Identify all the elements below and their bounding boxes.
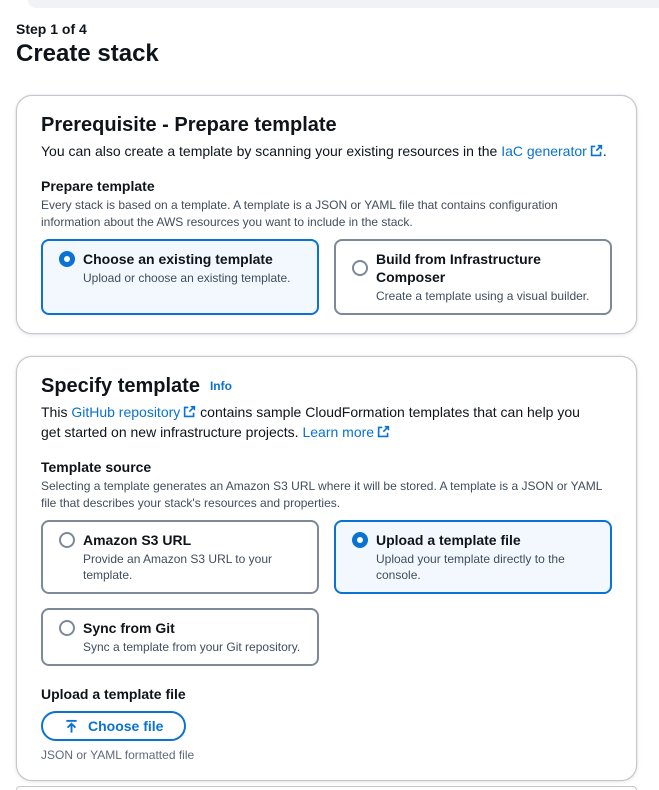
option-label: Upload a template file [376,532,521,548]
create-stack-wizard [0,21,659,790]
prerequisite-intro [41,141,612,161]
upload-template-file-label: Upload a template file [41,686,186,702]
external-link-icon [377,425,390,438]
info-link[interactable]: Info [209,379,232,393]
upload-icon [64,719,79,734]
file-constraint-text: JSON or YAML formatted file [41,748,195,762]
template-source-description: Selecting a template generates an Amazon S3 URL where it will be stored. A template is a JSON or YAML file that describes your stack's resources and properties. [41,479,602,510]
external-link-icon [183,405,196,418]
option-upload-template-file[interactable] [334,520,612,594]
option-description: Provide an Amazon S3 URL to your template. [83,552,272,582]
specify-template-heading: Specify template Info [41,375,232,397]
prepare-template-description: Every stack is based on a template. A template is a JSON or YAML file that contains configuration information about the AWS resources you want to include in the stack. [41,198,558,229]
option-sync-from-git[interactable] [41,608,319,666]
template-source-label: Template source [41,459,152,475]
prerequisite-heading: Prerequisite - Prepare template [41,114,337,136]
step-indicator: Step 1 of 4 [16,21,87,37]
option-build-infrastructure-composer[interactable] [334,239,612,315]
prepare-template-label: Prepare template [41,178,155,194]
intro-period: . [602,143,607,159]
option-description: Sync a template from your Git repository. [83,640,301,654]
option-amazon-s3-url[interactable] [41,520,319,594]
radio-button-icon[interactable] [59,251,75,267]
radio-button-icon[interactable] [59,532,75,548]
intro-text: You can also create a template by scanning your existing resources in the [41,143,502,159]
prepare-template-options [41,239,612,315]
choose-file-button[interactable]: Choose file [41,711,186,741]
github-repository-link[interactable]: GitHub repository [71,404,196,420]
radio-button-icon[interactable] [352,260,368,276]
option-label: Sync from Git [83,620,175,636]
learn-more-link[interactable]: Learn more [302,424,390,440]
option-label: Amazon S3 URL [83,532,192,548]
template-source-options [41,520,612,666]
option-description: Upload your template directly to the console. [376,552,565,582]
radio-button-icon[interactable] [352,532,368,548]
top-divider [28,0,659,8]
option-description: Create a template using a visual builder. [376,289,590,303]
next-card-edge [16,786,637,790]
option-label: Build from Infrastructure Composer [376,251,541,285]
external-link-icon [590,144,603,157]
option-choose-existing-template[interactable] [41,239,319,315]
prerequisite-card [16,95,637,334]
specify-template-intro: This GitHub repository contains sample CloudFormation templates that can help you get started on new infrastructure projects. Learn more [41,404,580,440]
page-title: Create stack [16,40,159,67]
radio-button-icon[interactable] [59,620,75,636]
specify-template-card [16,356,637,781]
option-description: Upload or choose an existing template. [83,271,291,285]
option-label: Choose an existing template [83,251,273,267]
iac-generator-link[interactable]: IaC generator [501,143,603,159]
